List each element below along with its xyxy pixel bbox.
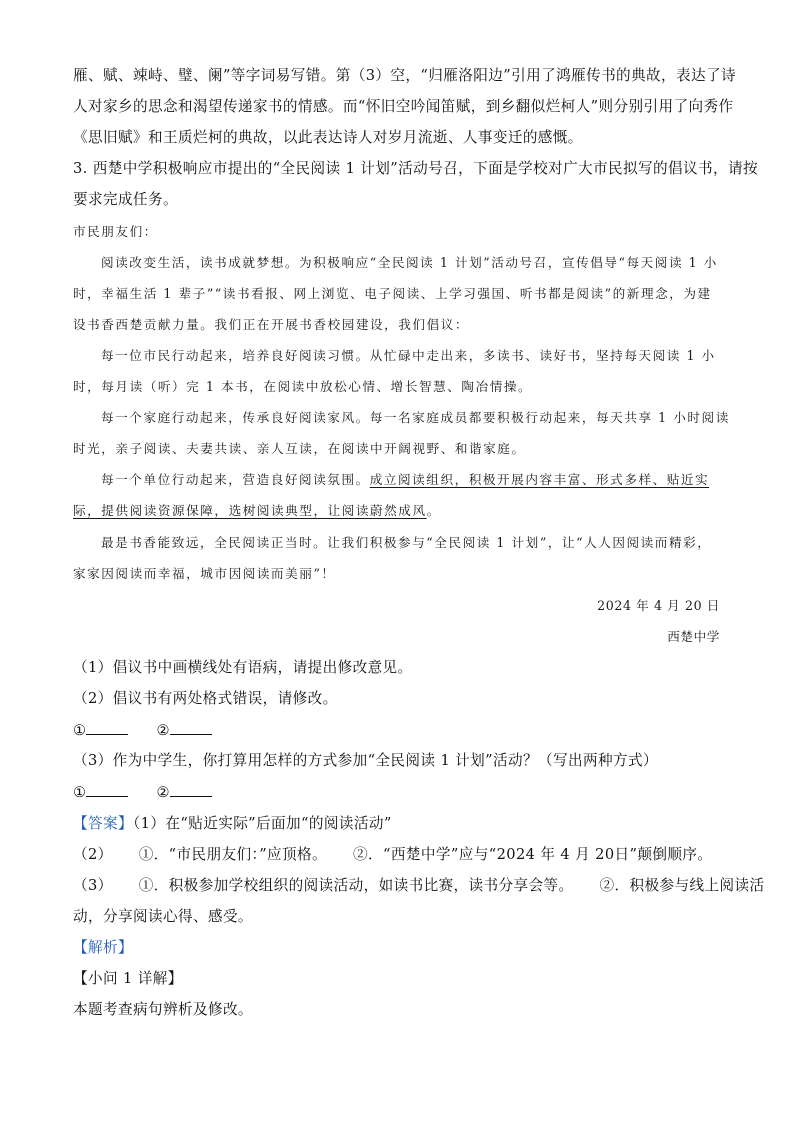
letter-p1-line-3: 设书香西楚贡献力量。我们正在开展书香校园建设，我们倡议：	[73, 317, 470, 332]
letter-p2-line-1: 每一位市民行动起来，培养良好阅读习惯。从忙碌中走出来，多读书、读好书，坚持每天阅读 1 小	[101, 348, 716, 363]
blank-label-1: ①	[73, 784, 87, 801]
answer-blank[interactable]	[170, 720, 212, 735]
answer-3-continuation: 动，分享阅读心得、感受。	[73, 908, 253, 925]
letter-p3-line-1: 每一个家庭行动起来，传承良好阅读家风。每一名家庭成员都要积极行动起来，每天共享 1 小时阅读	[101, 410, 730, 425]
subquestion-3: （3）作为中学生，你打算用怎样的方式参加“全民阅读 1 计划”活动？（写出两种方式）	[73, 752, 658, 769]
answer-2-part-1: ①．“市民朋友们：”应顶格。	[138, 846, 328, 863]
analysis-tag: 【解析】	[73, 939, 133, 956]
answer-line-3	[73, 876, 764, 896]
question-line-1: 3. 西楚中学积极响应市提出的“全民阅读 1 计划”活动号召，下面是学校对广大市民拟写的倡议书，请按	[73, 160, 758, 177]
question-line-2: 要求完成任务。	[73, 191, 178, 208]
answer-blanks-row-2	[73, 782, 240, 803]
letter-p2-line-2: 时，每月读（听）完 1 本书，在阅读中放松心情、增长智慧、陶冶情操。	[73, 379, 533, 394]
answer-blanks-row-1	[73, 720, 240, 741]
letter-p4-end: 。	[426, 503, 441, 518]
answer-blank[interactable]	[170, 782, 212, 797]
letter-p4-line-2	[73, 501, 441, 521]
error-sentence-underline-2: 际，提供阅读资源保障，选树阅读典型，让阅读蔚然成风	[73, 503, 427, 518]
subquestion-1: （1）倡议书中画横线处有语病，请提出修改意见。	[73, 659, 413, 676]
answer-tag: 【答案】	[73, 815, 133, 832]
analysis-text: 本题考查病句辨析及修改。	[73, 1001, 253, 1018]
letter-date: 2024 年 4 月 20 日	[597, 598, 720, 613]
answer-3-part-1: ①．积极参加学校组织的阅读活动，如读书比赛，读书分享会等。	[138, 877, 574, 894]
intro-line-2: 人对家乡的思念和渴望传递家书的情感。而“怀旧空吟闻笛赋，到乡翻似烂柯人”则分别引用了向秀作	[73, 98, 734, 115]
answer-1: （1）在“贴近实际”后面加“的阅读活动”	[132, 815, 392, 832]
letter-p4-plain: 每一个单位行动起来，营造良好阅读氛围。	[101, 472, 370, 487]
intro-line-1: 雁、赋、竦峙、璧、阑”等字词易写错。第（3）空，“归雁洛阳边”引用了鸿雁传书的典故，表达了诗	[73, 67, 737, 84]
blank-label-2: ②	[156, 784, 170, 801]
error-sentence-underline-1: 成立阅读组织，积极开展内容丰富、形式多样、贴近实	[369, 472, 710, 487]
answer-3-label: （3）	[73, 877, 113, 894]
letter-salutation: 市民朋友们：	[73, 224, 158, 239]
answer-2-part-2: ②．“西楚中学”应与“2024 年 4 月 20日”颠倒顺序。	[353, 846, 713, 863]
analysis-subheading: 【小问 1 详解】	[73, 970, 183, 987]
blank-label-1: ①	[73, 722, 87, 739]
intro-line-3: 《思旧赋》和王质烂柯的典故，以此表达诗人对岁月流逝、人事变迁的感慨。	[73, 129, 583, 146]
blank-label-2: ②	[156, 722, 170, 739]
letter-signature: 西楚中学	[667, 629, 720, 644]
answer-line-1	[73, 814, 392, 834]
letter-p4-line-1	[101, 470, 709, 490]
subquestion-2: （2）倡议书有两处格式错误，请修改。	[73, 690, 338, 707]
answer-blank[interactable]	[86, 720, 128, 735]
answer-blank[interactable]	[86, 782, 128, 797]
letter-p3-line-2: 时光，亲子阅读、夫妻共读、亲人互读，在阅读中开阔视野、和谐家庭。	[73, 441, 526, 456]
letter-p5-line-1: 最是书香能致远，全民阅读正当时。让我们积极参与“全民阅读 1 计划”，让“人人因阅读而精彩，	[101, 535, 712, 550]
answer-line-2	[73, 845, 712, 865]
letter-p1-line-1: 阅读改变生活，读书成就梦想。为积极响应“全民阅读 1 计划”活动号召，宣传倡导“每天阅读 1 小	[101, 255, 718, 270]
answer-3-part-2: ②．积极参与线上阅读活	[599, 877, 765, 894]
letter-p1-line-2: 时，幸福生活 1 辈子”“读书看报、网上浏览、电子阅读、上学习强国、听书都是阅读”的新理念，为建	[73, 286, 712, 301]
answer-2-label: （2）	[73, 846, 113, 863]
letter-p5-line-2: 家家因阅读而幸福，城市因阅读而美丽”！	[73, 566, 336, 581]
